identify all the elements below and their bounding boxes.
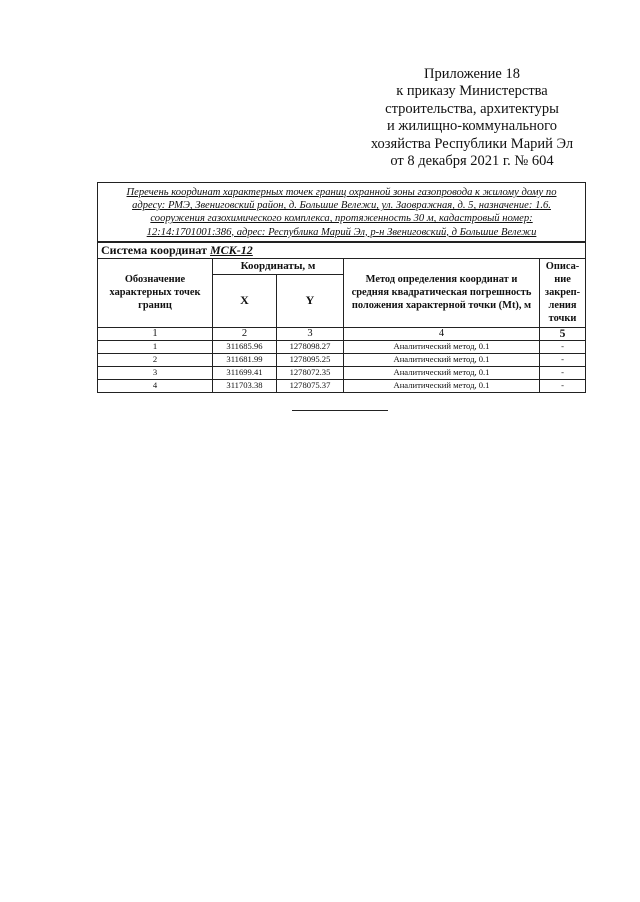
column-number: 4 [344, 327, 540, 340]
appendix-line: от 8 декабря 2021 г. № 604 [390, 153, 554, 170]
table-title [98, 183, 586, 242]
table-row [98, 379, 586, 392]
cell-method: Аналитический метод, 0.1 [344, 379, 540, 392]
table-title-line: сооружения газохимического комплекса, протяженность 30 м, кадастровый номер: [150, 213, 533, 225]
appendix-line: и жилищно-коммунального [386, 118, 558, 135]
coordinate-system-label: Система координат [101, 242, 207, 257]
header-method: Метод определения координат и средняя квадратическая погрешность положения характерной точки (Mt), м [344, 258, 540, 327]
cell-x: 311699.41 [213, 366, 277, 379]
appendix-line: строительства, архитектуры [385, 100, 559, 117]
column-number: 5 [540, 327, 586, 340]
cell-x: 311681.99 [213, 353, 277, 366]
cell-y: 1278072.35 [277, 366, 344, 379]
closing-line-divider [292, 410, 388, 411]
table-title-line: Перечень координат характерных точек границ охранной зоны газопровода к жилому дому по [126, 187, 557, 198]
cell-x: 311703.38 [213, 379, 277, 392]
cell-y: 1278095.25 [277, 353, 344, 366]
table-row [98, 366, 586, 379]
appendix-line: к приказу Министерства [396, 83, 548, 100]
column-number: 3 [277, 327, 344, 340]
column-number: 1 [98, 327, 213, 340]
cell-y: 1278098.27 [277, 340, 344, 353]
table-title-line: адресу: РМЭ, Звениговский район, д. Большие Вележи, ул. Заовражная, д. 5, назначение: 1.6. [132, 200, 551, 212]
cell-method: Аналитический метод, 0.1 [344, 366, 540, 379]
appendix-line: хозяйства Республики Марий Эл [370, 135, 574, 152]
cell-description: - [540, 353, 586, 366]
cell-x: 311685.96 [213, 340, 277, 353]
cell-method: Аналитический метод, 0.1 [344, 353, 540, 366]
header-y: Y [277, 274, 344, 327]
header-designation: Обозначение характерных точек границ [98, 258, 213, 327]
cell-description: - [540, 340, 586, 353]
cell-point: 4 [98, 379, 213, 392]
cell-method: Аналитический метод, 0.1 [344, 340, 540, 353]
appendix-line: Приложение 18 [424, 66, 520, 82]
cell-description: - [540, 366, 586, 379]
appendix-header [352, 66, 592, 170]
table-title-line: 12:14:1701001:386, адрес: Республика Марий Эл, р-н Звениговский, д Большие Вележи [146, 226, 537, 238]
table-row [98, 340, 586, 353]
cell-point: 2 [98, 353, 213, 366]
coordinates-table [97, 182, 586, 393]
coordinate-system-value: МСК-12 [209, 242, 253, 257]
table-row [98, 353, 586, 366]
coordinate-system-row [98, 242, 586, 259]
header-description: Описа-ние закреп-ления точки [540, 258, 586, 327]
cell-description: - [540, 379, 586, 392]
cell-point: 3 [98, 366, 213, 379]
column-number: 2 [213, 327, 277, 340]
cell-point: 1 [98, 340, 213, 353]
cell-y: 1278075.37 [277, 379, 344, 392]
header-x: X [213, 274, 277, 327]
column-number-row [98, 327, 586, 340]
header-coordinates: Координаты, м [213, 258, 344, 274]
